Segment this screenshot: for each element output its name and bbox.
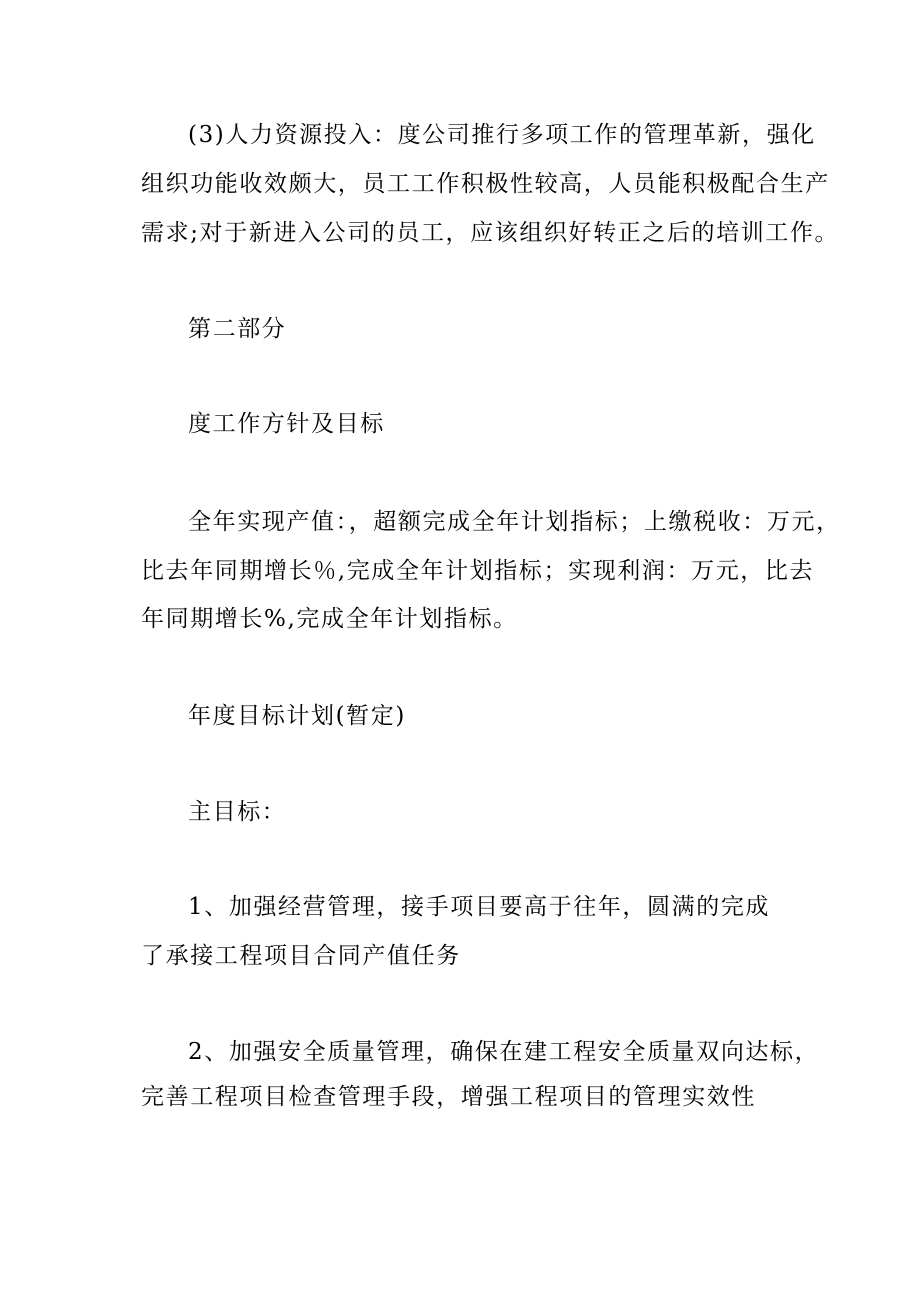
paragraph-hr-line-1: (3)人力资源投入：度公司推行多项工作的管理革新，强化 <box>188 122 816 148</box>
list-item-2-line-2: 完善工程项目检查管理手段，增强工程项目的管理实效性 <box>141 1084 756 1110</box>
section-heading-policy: 度工作方针及目标 <box>188 411 385 437</box>
paragraph-targets-line-2: 比去年同期增长％,完成全年计划指标；实现利润：万元，比去 <box>141 558 815 584</box>
paragraph-targets-line-1: 全年实现产值：，超额完成全年计划指标；上缴税收：万元， <box>188 509 841 535</box>
section-heading-main-goal: 主目标： <box>188 799 287 825</box>
list-item-2-line-1: 2、加强安全质量管理，确保在建工程安全质量双向达标， <box>188 1039 820 1065</box>
list-item-1-line-1: 1、加强经营管理，接手项目要高于往年，圆满的完成 <box>188 894 771 920</box>
paragraph-targets-line-3: 年同期增长%,完成全年计划指标。 <box>141 606 518 632</box>
paragraph-hr-line-2: 组织功能收效颇大，员工工作积极性较高，人员能积极配合生产 <box>141 171 830 197</box>
section-heading-annual-plan: 年度目标计划(暂定) <box>188 703 406 729</box>
paragraph-hr-line-3: 需求;对于新进入公司的员工，应该组织好转正之后的培训工作。 <box>141 220 840 246</box>
list-item-1-line-2: 了承接工程项目合同产值任务 <box>141 943 461 969</box>
section-heading-part-two: 第二部分 <box>188 316 287 342</box>
